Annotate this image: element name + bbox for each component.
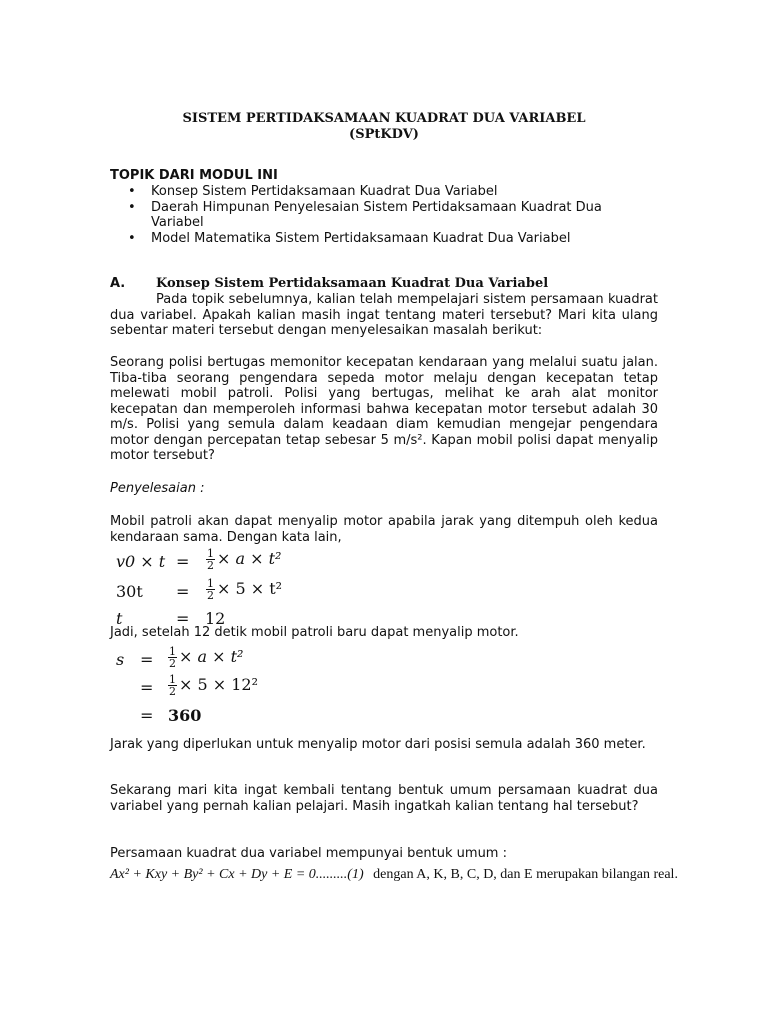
document-subtitle: (SPtKDV) <box>349 127 419 142</box>
general-form-note: dengan A, K, B, C, D, dan E merupakan bilangan real. <box>373 867 678 882</box>
eq1-row1-rhs: $\frac{1}{2}$ × a × t² <box>207 547 282 572</box>
eq1-row1-lhs: v0 × t <box>116 552 166 571</box>
eq1-row2-lhs: 30t <box>116 582 143 601</box>
eq2-row2-equals: = <box>140 678 154 697</box>
general-form-equation <box>110 867 678 883</box>
result-distance: Jarak yang diperlukan untuk menyalip motor dari posisi semula adalah 360 meter. <box>110 737 646 752</box>
topic-item: • Konsep Sistem Pertidaksamaan Kuadrat Dua Variabel <box>118 184 658 200</box>
section-heading: Konsep Sistem Pertidaksamaan Kuadrat Dua Variabel <box>156 276 549 291</box>
recall-paragraph: Sekarang mari kita ingat kembali tentang bentuk umum persamaan kuadrat dua variabel yang pernah kalian pelajari. Masih ingatkah kalian tentang hal tersebut? <box>110 783 658 814</box>
eq2-row3-equals: = <box>140 706 154 725</box>
result-time: Jadi, setelah 12 detik mobil patroli baru dapat menyalip motor. <box>110 625 519 640</box>
topics-heading: TOPIK DARI MODUL INI <box>110 168 278 183</box>
eq2-row1-lhs: s <box>116 650 125 669</box>
general-form-expression: Ax² + Kxy + By² + Cx + Dy + E = 0.........(1) <box>110 867 364 882</box>
eq1-row3-rhs: 12 <box>205 609 226 628</box>
eq2-row3-rhs: 360 <box>168 706 202 725</box>
solution-label: Penyelesaian : <box>110 481 205 496</box>
eq1-row2-equals: = <box>176 582 190 601</box>
solution-paragraph: Mobil patroli akan dapat menyalip motor apabila jarak yang ditempuh oleh kedua kendaraan sama. Dengan kata lain, <box>110 514 658 545</box>
problem-paragraph: Seorang polisi bertugas memonitor kecepatan kendaraan yang melalui suatu jalan. Tiba-tiba seorang pengendara sepeda motor melaju dengan kecepatan tetap melewati mobil patroli. Polisi yang bertugas, melihat ke arah alat monitor kecepatan dan memperoleh informasi bahwa kecepatan motor tersebut adalah 30 m/s. Polisi yang semula dalam keadaan diam kemudian mengejar pengendara motor dengan percepatan tetap sebesar 5 m/s². Kapan mobil polisi dapat menyalip motor tersebut? <box>110 355 658 463</box>
topic-item: • Daerah Himpunan Penyelesaian Sistem Pertidaksamaan Kuadrat Dua Variabel <box>118 200 658 231</box>
eq2-row1-rhs: $\frac{1}{2}$ × a × t² <box>169 645 244 670</box>
eq1-row2-rhs: $\frac{1}{2}$ × 5 × t² <box>207 577 283 602</box>
eq1-row3-lhs: t <box>116 609 123 628</box>
topic-item: • Model Matematika Sistem Pertidaksamaan Kuadrat Dua Variabel <box>118 231 658 247</box>
eq1-row1-equals: = <box>176 552 190 571</box>
eq2-row2-rhs: $\frac{1}{2}$ × 5 × 12² <box>169 673 259 698</box>
intro-paragraph: Pada topik sebelumnya, kalian telah mempelajari sistem persamaan kuadrat dua variabel. Apakah kalian masih ingat tentang materi tersebut? Mari kita ulang sebentar materi tersebut dengan menyelesaikan masalah berikut: <box>110 292 658 338</box>
general-form-intro: Persamaan kuadrat dua variabel mempunyai bentuk umum : <box>110 846 507 861</box>
section-letter: A. <box>110 276 126 291</box>
topics-list <box>118 184 658 246</box>
eq1-row3-equals: = <box>176 609 190 628</box>
document-title: SISTEM PERTIDAKSAMAAN KUADRAT DUA VARIABEL <box>182 111 586 126</box>
eq2-row1-equals: = <box>140 650 154 669</box>
